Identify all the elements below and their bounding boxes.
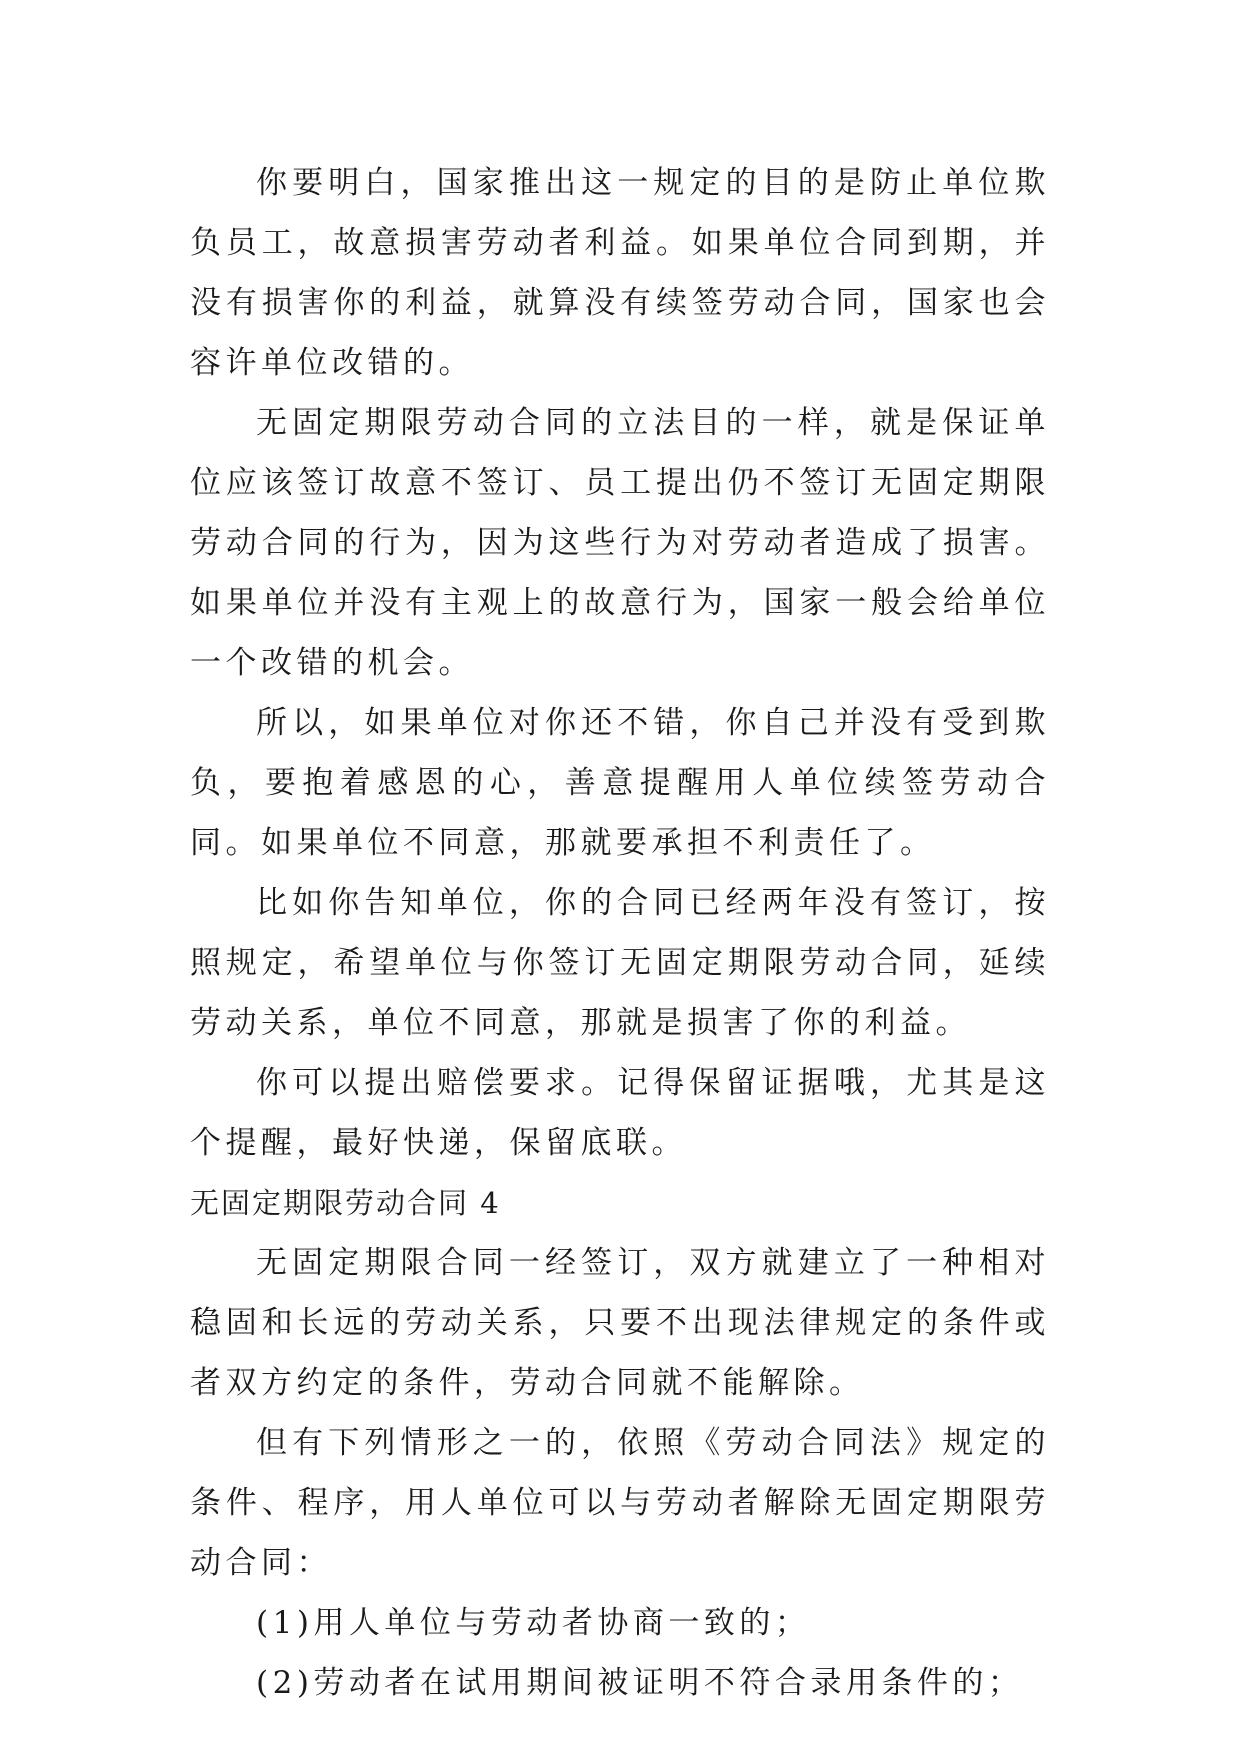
paragraph-1: 你要明白，国家推出这一规定的目的是防止单位欺负员工，故意损害劳动者利益。如果单位合同到期，并没有损害你的利益，就算没有续签劳动合同，国家也会容许单位改错的。: [190, 165, 1050, 381]
paragraph-2: 无固定期限劳动合同的立法目的一样，就是保证单位应该签订故意不签订、员工提出仍不签订无固定期限劳动合同的行为，因为这些行为对劳动者造成了损害。如果单位并没有主观上的故意行为，国家一般会给单位一个改错的机会。: [190, 405, 1050, 681]
paragraph-5: 你可以提出赔偿要求。记得保留证据哦，尤其是这个提醒，最好快递，保留底联。: [190, 1065, 1050, 1161]
paragraph-3: 所以，如果单位对你还不错，你自己并没有受到欺负，要抱着感恩的心，善意提醒用人单位续签劳动合同。如果单位不同意，那就要承担不利责任了。: [190, 705, 1050, 861]
list-item-2: (2)劳动者在试用期间被证明不符合录用条件的；: [256, 1665, 1024, 1701]
section-heading: 无固定期限劳动合同 4: [190, 1186, 501, 1220]
list-item-1: (1)用人单位与劳动者协商一致的；: [256, 1605, 811, 1641]
section-paragraph-2: 但有下列情形之一的，依照《劳动合同法》规定的条件、程序，用人单位可以与劳动者解除无固定期限劳动合同：: [190, 1425, 1050, 1581]
section-paragraph-1: 无固定期限合同一经签订，双方就建立了一种相对稳固和长远的劳动关系，只要不出现法律规定的条件或者双方约定的条件，劳动合同就不能解除。: [190, 1245, 1050, 1401]
document-body: [190, 153, 1050, 1713]
paragraph-4: 比如你告知单位，你的合同已经两年没有签订，按照规定，希望单位与你签订无固定期限劳动合同，延续劳动关系，单位不同意，那就是损害了你的利益。: [190, 885, 1050, 1041]
